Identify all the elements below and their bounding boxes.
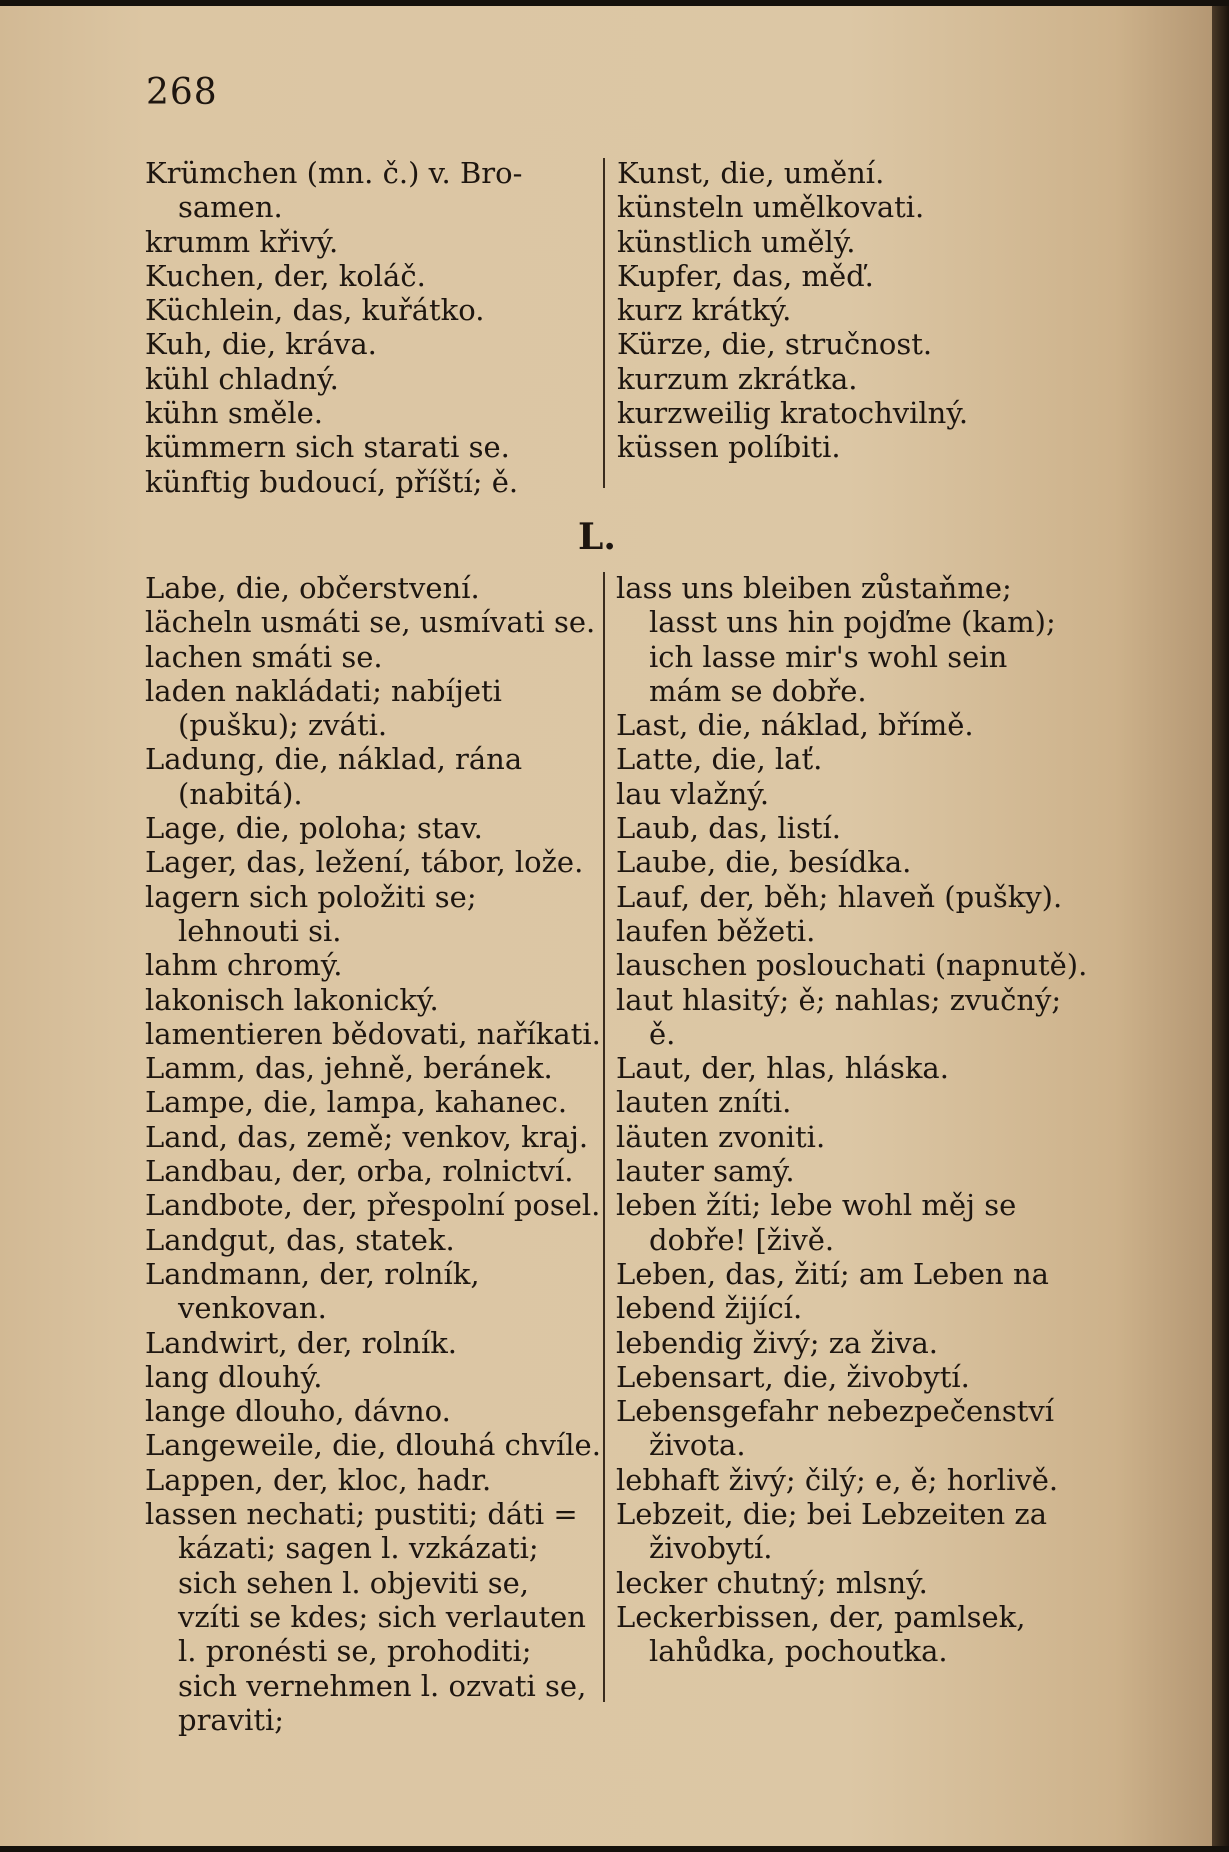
entry: Lebensart, die, živobytí. bbox=[616, 1359, 970, 1394]
entry: lachen smáti se. bbox=[145, 639, 383, 674]
entry: krumm křivý. bbox=[145, 224, 339, 259]
entry: Labe, die, občerstvení. bbox=[145, 571, 480, 605]
entry: Landmann, der, rolník, venkovan. bbox=[145, 1256, 480, 1326]
book-spine bbox=[1212, 6, 1229, 1846]
entry: Krümchen (mn. č.) v. Bro-samen. bbox=[145, 156, 523, 225]
entry: Lamm, das, jehně, beránek. bbox=[145, 1051, 553, 1086]
entry: kurzweilig kratochvilný. bbox=[617, 396, 969, 431]
column-divider bbox=[603, 572, 605, 1702]
entry: lagern sich položiti se; lehnouti si. bbox=[145, 879, 477, 948]
entry: Lauf, der, běh; hlaveň (pušky). bbox=[616, 879, 1063, 914]
entry: kühn směle. bbox=[145, 396, 324, 431]
entry: Kürze, die, stručnost. bbox=[617, 327, 933, 362]
entry: lassen nechati; pustiti; dáti = kázati; sagen l. vzkázati; sich sehen l. objeviti se, vzíti se kdes; sich verlauten l. pronésti se, prohoditi; sich vernehmen l. ozvati se, praviti; bbox=[145, 1497, 587, 1737]
entry: küssen políbiti. bbox=[617, 430, 841, 465]
entry: lau vlažný. bbox=[616, 776, 770, 811]
entry: künftig budoucí, příští; ě. bbox=[145, 464, 519, 499]
column-divider bbox=[603, 158, 605, 488]
entry: Kuchen, der, koláč. bbox=[145, 258, 426, 293]
entry: Kupfer, das, měď. bbox=[617, 258, 874, 293]
column-top-right bbox=[617, 156, 1057, 465]
entry: künstlich umělý. bbox=[617, 224, 856, 259]
column-top-left bbox=[145, 156, 583, 499]
entry: Laut, der, hlas, hláska. bbox=[616, 1051, 949, 1086]
entry: Landwirt, der, rolník. bbox=[145, 1325, 458, 1360]
entry: Laub, das, listí. bbox=[616, 811, 841, 846]
entry: lang dlouhý. bbox=[145, 1359, 323, 1394]
entry: Land, das, země; venkov, kraj. bbox=[145, 1119, 589, 1154]
entry: lebhaft živý; čilý; e, ě; horlivě. bbox=[616, 1462, 1059, 1497]
entry: kurz krátký. bbox=[617, 293, 792, 328]
entry: Landbote, der, přespolní posel. bbox=[145, 1188, 601, 1223]
entry: lauschen poslouchati (napnutě). bbox=[616, 948, 1088, 983]
entry: lebend žijící. bbox=[616, 1291, 803, 1326]
entry: lange dlouho, dávno. bbox=[145, 1394, 451, 1429]
entry: Ladung, die, náklad, rána (nabitá). bbox=[145, 742, 523, 811]
section-heading: L. bbox=[578, 516, 616, 558]
dictionary-page bbox=[0, 6, 1212, 1846]
entry: lass uns bleiben zůstaňme; lasst uns hin pojďme (kam); ich lasse mir's wohl sein mám se dobře. bbox=[616, 571, 1056, 708]
entry: lauten zníti. bbox=[616, 1085, 792, 1120]
entry: Lampe, die, lampa, kahanec. bbox=[145, 1085, 568, 1120]
column-bottom-left bbox=[145, 571, 601, 1737]
entry: Landgut, das, statek. bbox=[145, 1222, 455, 1257]
entry: Latte, die, lať. bbox=[616, 742, 823, 777]
entry: leben žíti; lebe wohl měj se dobře! [živě. bbox=[616, 1188, 1017, 1257]
entry: lahm chromý. bbox=[145, 948, 343, 983]
entry: lebendig živý; za živa. bbox=[616, 1325, 939, 1360]
entry: Lappen, der, kloc, hadr. bbox=[145, 1462, 492, 1497]
entry: Lage, die, poloha; stav. bbox=[145, 811, 483, 846]
entry: Landbau, der, orba, rolnictví. bbox=[145, 1154, 574, 1189]
entry: laufen běžeti. bbox=[616, 913, 816, 948]
entry: Lager, das, ležení, tábor, lože. bbox=[145, 845, 584, 880]
entry: Last, die, náklad, břímě. bbox=[616, 708, 974, 743]
entry: Langeweile, die, dlouhá chvíle. bbox=[145, 1428, 601, 1463]
entry: Kuh, die, kráva. bbox=[145, 327, 377, 362]
entry: lächeln usmáti se, usmívati se. bbox=[145, 605, 596, 640]
entry: Laube, die, besídka. bbox=[616, 845, 912, 880]
entry: lecker chutný; mlsný. bbox=[616, 1565, 928, 1600]
entry: Lebzeit, die; bei Lebzeiten za živobytí. bbox=[616, 1497, 1047, 1566]
entry: läuten zvoniti. bbox=[616, 1119, 826, 1154]
entry: Kunst, die, umění. bbox=[617, 156, 885, 190]
entry: Leckerbissen, der, pamlsek, lahůdka, pochoutka. bbox=[616, 1599, 1026, 1669]
entry: lauter samý. bbox=[616, 1154, 795, 1189]
entry: Lebensgefahr nebezpečenství života. bbox=[616, 1394, 1055, 1463]
page-number: 268 bbox=[146, 72, 218, 113]
entry: Leben, das, žití; am Leben na bbox=[616, 1256, 1049, 1291]
entry: lamentieren bědovati, naříkati. bbox=[145, 1016, 601, 1051]
entry: kümmern sich starati se. bbox=[145, 430, 510, 465]
entry: kühl chladný. bbox=[145, 361, 339, 396]
entry: kurzum zkrátka. bbox=[617, 361, 858, 396]
entry: künsteln umělkovati. bbox=[617, 190, 925, 225]
column-bottom-right bbox=[616, 571, 1088, 1669]
entry: laden nakládati; nabíjeti (pušku); zváti. bbox=[145, 673, 502, 743]
entry: laut hlasitý; ě; nahlas; zvučný; ě. bbox=[616, 982, 1062, 1051]
entry: Küchlein, das, kuřátko. bbox=[145, 293, 485, 328]
entry: lakonisch lakonický. bbox=[145, 982, 439, 1017]
